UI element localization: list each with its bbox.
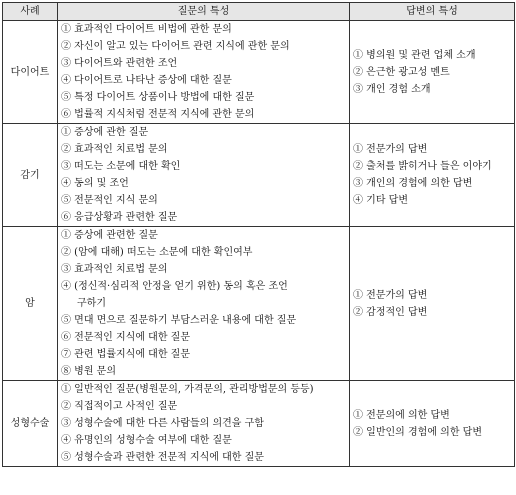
answer-item: ② 출처를 밝히거나 들은 이야기 bbox=[353, 161, 492, 172]
answer-list bbox=[350, 227, 515, 381]
answer-item: ① 전문가의 답변 bbox=[353, 144, 428, 155]
case-label: 다이어트 bbox=[3, 21, 58, 124]
question-item: ⑤ 특정 다이어트 상품이나 방법에 대한 질문 bbox=[61, 92, 255, 103]
answer-item: ④ 기타 답변 bbox=[353, 195, 408, 206]
question-item: ③ 다이어트와 관련한 조언 bbox=[61, 58, 178, 69]
question-item: ⑤ 전문적인 지식 문의 bbox=[61, 195, 158, 206]
row-diet bbox=[3, 21, 515, 124]
question-item: ⑤ 성형수술과 관련한 전문적 지식에 대한 질문 bbox=[61, 452, 264, 463]
question-item-continuation: 구하기 bbox=[77, 298, 106, 309]
question-item: ① 증상에 관련한 질문 bbox=[61, 230, 158, 241]
header-row bbox=[3, 3, 515, 21]
question-item: ② (암에 대해) 떠도는 소문에 대한 확인여부 bbox=[61, 247, 253, 258]
question-item: ② 직접적이고 사적인 질문 bbox=[61, 401, 178, 412]
question-item: ① 증상에 관한 질문 bbox=[61, 127, 149, 138]
question-list bbox=[58, 21, 350, 124]
question-item: ⑧ 병원 문의 bbox=[61, 366, 116, 377]
question-item: ⑥ 전문적인 지식에 대한 질문 bbox=[61, 332, 190, 343]
answer-item: ③ 개인의 경험에 의한 답변 bbox=[353, 178, 473, 189]
question-item: ④ 다이어트로 나타난 증상에 대한 질문 bbox=[61, 75, 232, 86]
answer-list bbox=[350, 21, 515, 124]
question-item: ③ 성형수술에 대한 다른 사람들의 의견을 구함 bbox=[61, 418, 264, 429]
row-cancer bbox=[3, 227, 515, 381]
question-item: ① 효과적인 다이어트 비법에 관한 문의 bbox=[61, 24, 232, 35]
question-item: ⑤ 면대 면으로 질문하기 부담스러운 내용에 대한 질문 bbox=[61, 315, 297, 326]
case-label: 암 bbox=[3, 227, 58, 381]
question-item: ② 효과적인 치료법 문의 bbox=[61, 144, 168, 155]
question-item: ⑥ 응급상황과 관련한 질문 bbox=[61, 212, 178, 223]
question-item: ③ 효과적인 치료법 문의 bbox=[61, 264, 168, 275]
answer-item: ① 전문가의 답변 bbox=[353, 289, 428, 301]
answer-item: ② 감정적인 답변 bbox=[353, 306, 428, 318]
characteristics-table bbox=[2, 2, 515, 467]
answer-item: ② 은근한 광고성 멘트 bbox=[353, 66, 450, 78]
answer-list bbox=[350, 381, 515, 467]
question-list bbox=[58, 124, 350, 227]
question-item: ② 자신이 알고 있는 다이어트 관련 지식에 관한 문의 bbox=[61, 41, 290, 52]
question-item: ④ 유명인의 성형수술 여부에 대한 질문 bbox=[61, 435, 232, 446]
case-label: 성형수술 bbox=[3, 381, 58, 467]
question-item: ③ 떠도는 소문에 대한 확인 bbox=[61, 161, 181, 172]
question-item: ⑦ 관련 법률지식에 대한 질문 bbox=[61, 349, 190, 360]
question-item: ① 일반적인 질문(병원문의, 가격문의, 관리방법문의 등등) bbox=[61, 384, 314, 395]
question-list bbox=[58, 227, 350, 381]
header-case: 사례 bbox=[3, 3, 58, 21]
answer-item: ② 일반인의 경험에 의한 답변 bbox=[353, 426, 482, 438]
answer-item: ③ 개인 경험 소개 bbox=[353, 83, 431, 95]
answer-item: ① 병의원 및 관련 업체 소개 bbox=[353, 49, 476, 61]
answer-item: ① 전문의에 의한 답변 bbox=[353, 409, 450, 421]
question-item: ⑥ 법률적 지식처럼 전문적 지식에 관한 문의 bbox=[61, 109, 255, 120]
question-item: ④ 동의 및 조언 bbox=[61, 178, 129, 189]
question-list bbox=[58, 381, 350, 467]
case-label: 감기 bbox=[3, 124, 58, 227]
question-item: ④ (정신적·심리적 안정을 얻기 위한) 동의 혹은 조언 bbox=[61, 281, 288, 292]
header-answers: 답변의 특성 bbox=[350, 3, 515, 21]
row-cold bbox=[3, 124, 515, 227]
row-plastic-surgery bbox=[3, 381, 515, 467]
header-questions: 질문의 특성 bbox=[58, 3, 350, 21]
answer-list bbox=[350, 124, 515, 227]
